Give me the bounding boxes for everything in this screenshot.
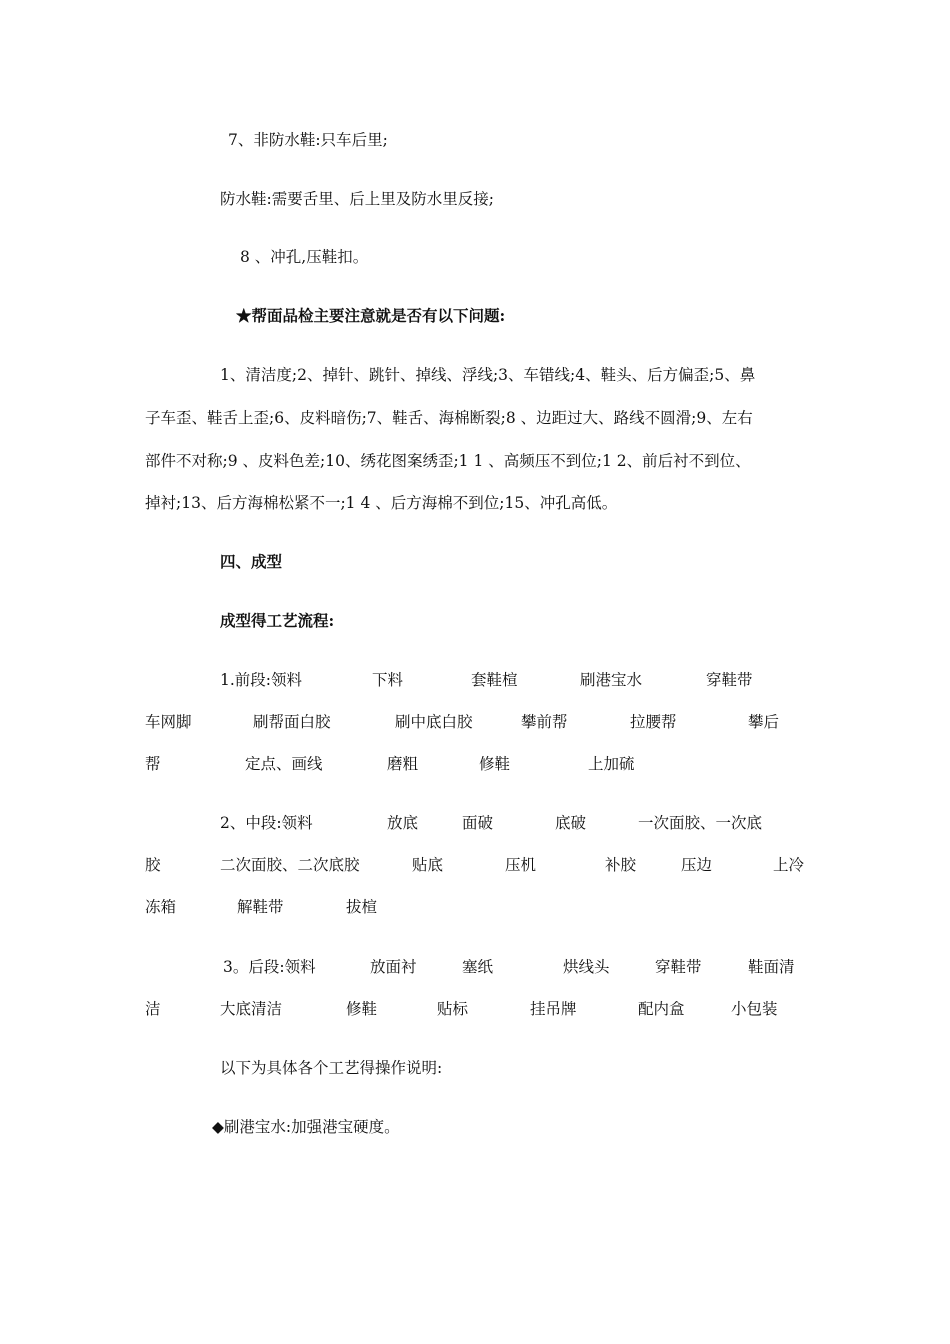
flow-step: 上加硫: [588, 755, 635, 773]
flow-step: 1.前段:领料: [220, 671, 303, 689]
flow-step: 二次面胶、二次底胶: [220, 856, 360, 874]
flow-step: 套鞋楦: [471, 671, 518, 689]
flow-step: 解鞋带: [237, 898, 284, 916]
flow-step: 大底清洁: [220, 1000, 283, 1018]
flow-step: 洁: [145, 1000, 161, 1018]
flow-front-row-3: [0, 752, 950, 774]
flow-step: 刷帮面白胶: [253, 713, 331, 731]
flow-step: 胶: [145, 856, 161, 874]
flow-step: 2、中段:领料: [220, 814, 313, 832]
flow-step: 攀后: [748, 713, 780, 731]
paragraph-line-3: 部件不对称;9 、皮料色差;10、绣花图案绣歪;1 1 、高频压不到位;1 2、前后衬不到位、: [145, 452, 751, 470]
flow-step: 一次面胶、一次底: [638, 814, 763, 832]
section-heading-forming: 四、成型: [220, 552, 283, 571]
flow-step: 车网脚: [145, 713, 192, 731]
flow-step: 刷中底白胶: [395, 713, 473, 731]
flow-step: 帮: [145, 755, 161, 773]
flow-step: 冻箱: [145, 898, 177, 916]
flow-step: 磨粗: [387, 755, 419, 773]
text-line-hardener: ◆刷港宝水:加强港宝硬度。: [212, 1118, 400, 1136]
text-line-operation-note: 以下为具体各个工艺得操作说明:: [220, 1059, 443, 1077]
paragraph-line-4: 掉衬;13、后方海棉松紧不一;1 4 、后方海棉不到位;15、冲孔高低。: [145, 494, 618, 512]
flow-front-row-1: [0, 668, 950, 690]
flow-step: 下料: [372, 671, 404, 689]
flow-back-row-2: [0, 997, 950, 1019]
flow-middle-row-2: [0, 853, 950, 875]
flow-step: 3。后段:领料: [223, 958, 316, 976]
flow-step: 挂吊牌: [530, 1000, 577, 1018]
flow-middle-row-3: [0, 895, 950, 917]
flow-step: 烘线头: [563, 958, 610, 976]
flow-step: 面破: [462, 814, 494, 832]
heading-process-flow: 成型得工艺流程:: [220, 611, 335, 630]
flow-step: 放面衬: [370, 958, 417, 976]
flow-back-row-1: [0, 955, 950, 977]
flow-step: 底破: [555, 814, 587, 832]
text-line-punch: 8 、冲孔,压鞋扣。: [240, 248, 369, 266]
paragraph-line-2: 子车歪、鞋舌上歪;6、皮料暗伤;7、鞋舌、海棉断裂;8 、边距过大、路线不圆滑;9、左右: [145, 409, 753, 427]
flow-step: 压边: [681, 856, 713, 874]
flow-step: 小包装: [731, 1000, 778, 1018]
heading-inspection: ★帮面品检主要注意就是否有以下问题:: [236, 306, 506, 325]
flow-step: 配内盒: [638, 1000, 685, 1018]
flow-step: 补胶: [605, 856, 637, 874]
text-line-non-waterproof: 7、非防水鞋:只车后里;: [228, 131, 388, 149]
flow-step: 贴底: [412, 856, 444, 874]
flow-step: 刷港宝水: [580, 671, 643, 689]
flow-step: 修鞋: [346, 1000, 378, 1018]
flow-step: 修鞋: [479, 755, 511, 773]
flow-step: 攀前帮: [521, 713, 568, 731]
flow-step: 穿鞋带: [706, 671, 753, 689]
flow-step: 穿鞋带: [655, 958, 702, 976]
flow-middle-row-1: [0, 811, 950, 833]
flow-step: 鞋面清: [748, 958, 795, 976]
flow-step: 拔楦: [346, 898, 378, 916]
flow-step: 拉腰帮: [630, 713, 677, 731]
flow-step: 贴标: [437, 1000, 469, 1018]
text-line-waterproof: 防水鞋:需要舌里、后上里及防水里反接;: [220, 190, 494, 208]
flow-step: 放底: [387, 814, 419, 832]
flow-step: 压机: [505, 856, 537, 874]
flow-step: 塞纸: [462, 958, 494, 976]
flow-front-row-2: [0, 710, 950, 732]
paragraph-line-1: 1、清洁度;2、掉针、跳针、掉线、浮线;3、车错线;4、鞋头、后方偏歪;5、鼻: [220, 366, 756, 384]
flow-step: 定点、画线: [245, 755, 323, 773]
flow-step: 上冷: [773, 856, 805, 874]
